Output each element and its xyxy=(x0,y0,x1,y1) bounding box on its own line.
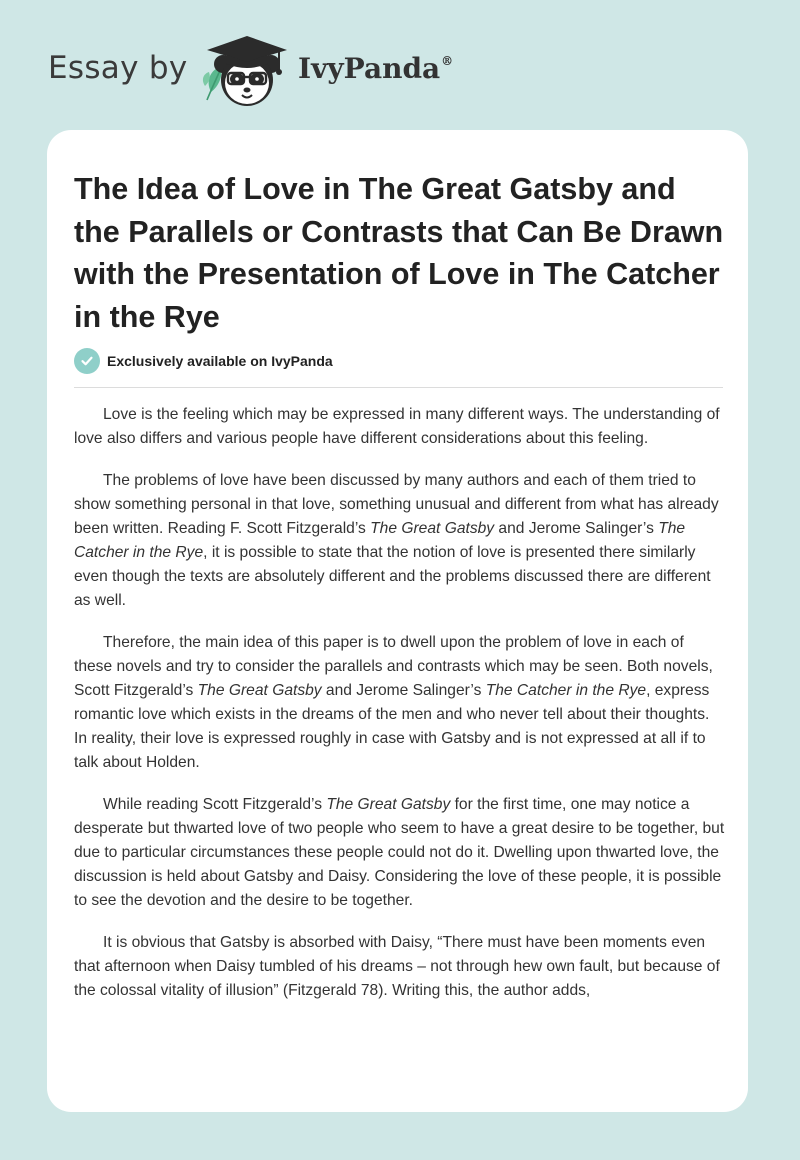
site-header xyxy=(48,30,548,110)
paragraph-text: and Jerome Salinger’s xyxy=(494,520,659,537)
paragraph-text: It is obvious that Gatsby is absorbed with Daisy, “There must have been moments even that afternoon when Daisy tumbled of his dreams – not through hew own fault, but because of the colossal vitality of illusion” (Fitzgerald 78). Writing this, the author adds, xyxy=(74,934,720,999)
paragraph xyxy=(74,631,726,775)
essay-by-label: Essay by xyxy=(48,50,188,86)
paragraph xyxy=(74,931,726,1003)
paragraph xyxy=(74,403,726,451)
panda-logo-icon xyxy=(201,30,293,110)
paragraph-text: The problems of love have been discussed by many authors and each of them tried to show something personal in that love, something unusual and different from what has already been written. Reading F. Scott Fitzgerald’s xyxy=(74,472,719,537)
essay-body xyxy=(74,403,726,1003)
paragraph-text: While reading Scott Fitzgerald’s xyxy=(103,796,327,813)
book-title-italic: The Catcher in the Rye xyxy=(485,682,647,699)
essay-title: The Idea of Love in The Great Gatsby and the Parallels or Contrasts that Can Be Drawn with the Presentation of Love in The Catcher in the Rye xyxy=(74,172,724,334)
paragraph xyxy=(74,469,726,613)
essay-card xyxy=(47,130,748,1112)
check-circle-icon xyxy=(74,348,100,374)
paragraph-text: , express romantic love which exists in the dreams of the men and who never tell about their thoughts. In reality, their love is expressed roughly in case with Gatsby and is not expressed at all if to talk about Holden. xyxy=(74,682,710,771)
exclusive-badge xyxy=(74,348,333,374)
registered-mark: ® xyxy=(441,54,454,68)
paragraph-text: Love is the feeling which may be expressed in many different ways. The understanding of love also differs and various people have different considerations about this feeling. xyxy=(74,406,720,447)
book-title-italic: The Great Gatsby xyxy=(326,796,451,813)
paragraph-text: , it is possible to state that the notion of love is presented there similarly even though the texts are absolutely different and the problems discussed there are different as well. xyxy=(74,544,711,609)
paragraph-text: and Jerome Salinger’s xyxy=(321,682,486,699)
brand-text: IvyPanda xyxy=(298,52,441,85)
paragraph xyxy=(74,793,726,913)
paragraph-text: for the first time, one may notice a desperate but thwarted love of two people who seem to have a great desire to be together, but due to particular circumstances these people could not do it. Dwelling upon thwarted love, the discussion is held about Gatsby and Daisy. Considering the love of these people, it is possible to see the devotion and the desire to be together. xyxy=(74,796,725,909)
divider xyxy=(74,387,723,388)
exclusive-label: Exclusively available on IvyPanda xyxy=(107,353,333,369)
book-title-italic: The Great Gatsby xyxy=(370,520,495,537)
book-title-italic: The Catcher in the Rye xyxy=(74,520,686,561)
book-title-italic: The Great Gatsby xyxy=(197,682,322,699)
brand-name[interactable] xyxy=(298,52,453,85)
paragraph-text: Therefore, the main idea of this paper is to dwell upon the problem of love in each of these novels and try to consider the parallels and contrasts which may be seen. Both novels, Scott Fitzgerald’s xyxy=(74,634,713,699)
